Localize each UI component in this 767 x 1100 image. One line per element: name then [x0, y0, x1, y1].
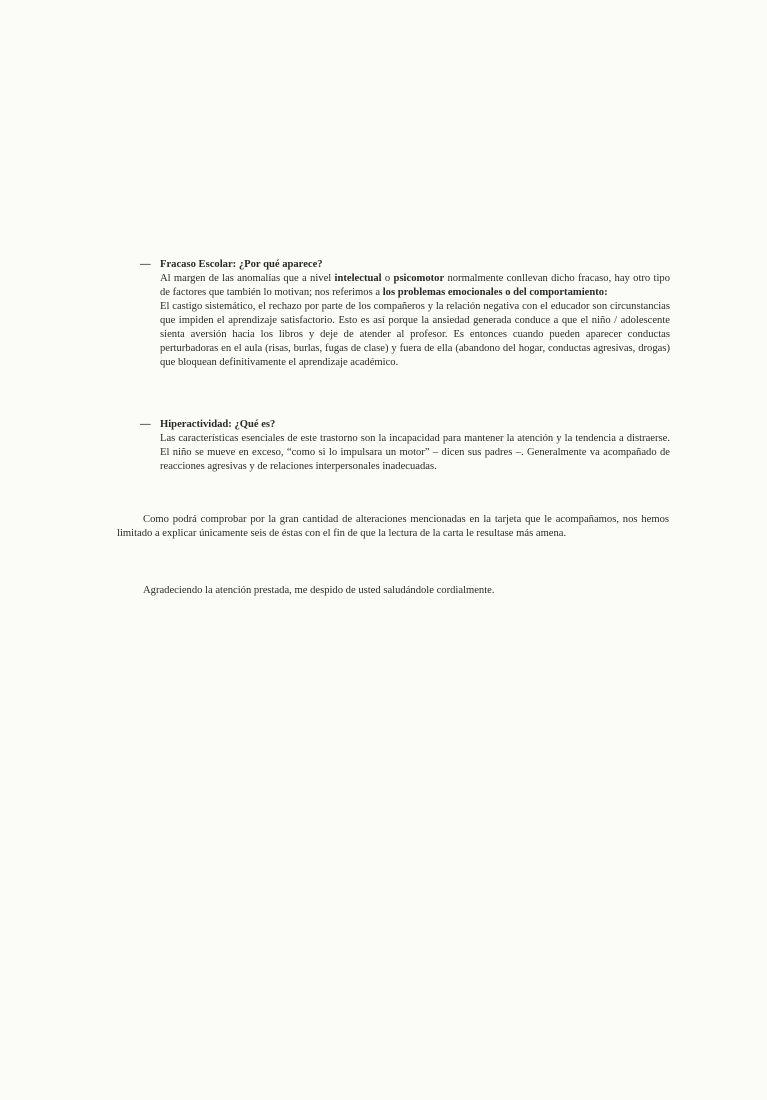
section-paragraph: Las características esenciales de este trastorno son la incapacidad para mantener la atención y la tendencia a distraerse. El niño se mueve en exceso, “como si lo impulsara un motor” – dicen sus padres –. Generalmente va acompañado de reacciones agresivas y de relaciones interpersonales inadecuadas.: [160, 433, 670, 472]
body-paragraph: Como podrá comprobar por la gran cantidad de alteraciones mencionadas en la tarjeta que le acompañamos, nos hemos limitado a explicar únicamente seis de éstas con el fin de que la lectura de la carta le resultase más amena.: [117, 514, 669, 539]
bold-term: los problemas emocionales o del comportamiento:: [382, 287, 608, 298]
bold-term: intelectual: [334, 273, 382, 284]
section-dash: —: [140, 419, 151, 430]
section-heading: Hiperactividad: ¿Qué es?: [160, 419, 276, 430]
section-paragraph: [160, 272, 670, 300]
section-heading: Fracaso Escolar: ¿Por qué aparece?: [160, 259, 323, 270]
text-run: o: [381, 273, 394, 284]
section-hiperactividad: [140, 418, 670, 474]
section-body: [160, 272, 670, 370]
text-run: normalmente conllevan dicho fracaso, hay otro tipo de factores que también lo motivan; nos referimos a: [160, 273, 670, 298]
text-run: Al margen de las anomalías que a nivel: [160, 273, 335, 284]
section-body: [160, 432, 670, 474]
bold-term: psicomotor: [393, 273, 445, 284]
section-fracaso-escolar: [140, 258, 670, 370]
closing-line: Agradeciendo la atención prestada, me despido de usted saludándole cordialmente.: [143, 585, 495, 596]
section-paragraph: El castigo sistemático, el rechazo por parte de los compañeros y la relación negativa con el educador son circunstancias que impiden el aprendizaje satisfactorio. Esto es así porque la ansiedad generada conduce a que el niño / adolescente sienta aversión hacia los libros y deje de atender al profesor. Es entonces cuando pueden aparecer conductas perturbadoras en el aula (risas, burlas, fugas de clase) y fuera de ella (abandono del hogar, conductas agresivas, drogas) que bloquean definitivamente el aprendizaje académico.: [160, 301, 670, 368]
section-dash: —: [140, 259, 151, 270]
